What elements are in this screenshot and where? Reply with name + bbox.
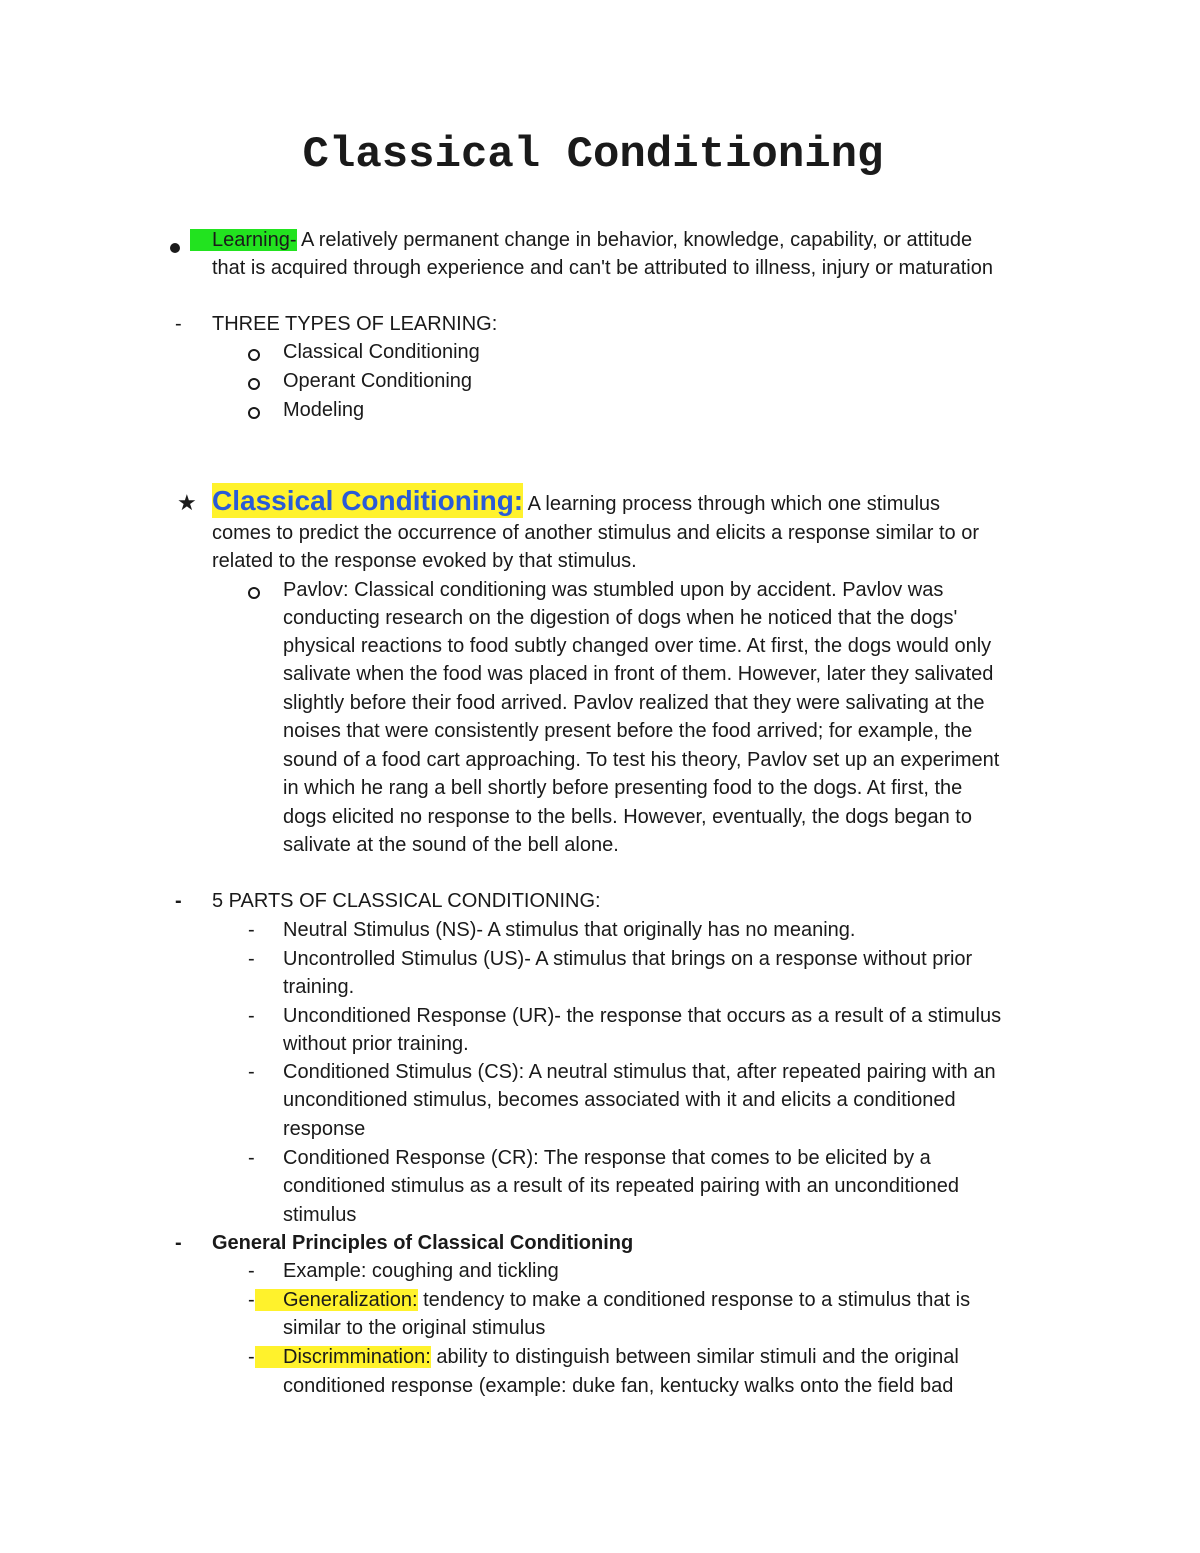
pavlov-line: noises that were consistently present before the food arrived; for example, the xyxy=(283,720,973,742)
discrimination-line2: conditioned response (example: duke fan, kentucky walks onto the field bad xyxy=(283,1375,954,1397)
type-item: Operant Conditioning xyxy=(283,370,473,392)
dash-marker: - xyxy=(248,1005,255,1027)
classical-term: Classical Conditioning: xyxy=(212,485,524,516)
circle-bullet-icon xyxy=(248,341,260,369)
part-us-line2: training. xyxy=(283,976,355,998)
pavlov-line: conducting research on the digestion of dogs when he noticed that the dogs' xyxy=(283,607,958,629)
part-cr-line3: stimulus xyxy=(283,1204,357,1226)
discrimination-line1: Discrimmination: ability to distinguish between similar stimuli and the original xyxy=(255,1343,959,1371)
part-ur-line1: Unconditioned Response (UR)- the response that occurs as a result of a stimulus xyxy=(283,1005,1002,1027)
pavlov-line: salivate at the sound of the bell alone. xyxy=(283,834,619,856)
dash-marker: - xyxy=(175,890,182,912)
pavlov-line: slightly before their food arrived. Pavlov realized that they were salivating at the xyxy=(283,692,985,714)
learning-definition-line1: Learning- A relatively permanent change in behavior, knowledge, capability, or attitude xyxy=(190,226,972,254)
part-cs-line1: Conditioned Stimulus (CS): A neutral stimulus that, after repeated pairing with an xyxy=(283,1061,996,1083)
part-us-line1: Uncontrolled Stimulus (US)- A stimulus that brings on a response without prior xyxy=(283,948,973,970)
part-cr-line2: conditioned stimulus as a result of its repeated pairing with an unconditioned xyxy=(283,1175,959,1197)
type-item: Classical Conditioning xyxy=(283,341,480,363)
dash-marker: - xyxy=(175,1232,182,1254)
part-cs-line2: unconditioned stimulus, becomes associated with it and elicits a conditioned xyxy=(283,1089,956,1111)
dash-marker: - xyxy=(248,948,255,970)
generalization-line2: similar to the original stimulus xyxy=(283,1317,546,1339)
part-cs-line3: response xyxy=(283,1118,366,1140)
principles-heading: General Principles of Classical Conditioning xyxy=(212,1232,634,1254)
dash-marker: - xyxy=(248,919,255,941)
page-title: Classical Conditioning xyxy=(302,130,884,180)
dash-marker: - xyxy=(248,1346,255,1368)
learning-definition-line2: that is acquired through experience and can't be attributed to illness, injury or maturation xyxy=(212,257,993,279)
circle-bullet-icon xyxy=(248,399,260,427)
classical-definition-line2: comes to predict the occurrence of another stimulus and elicits a response similar to or xyxy=(212,522,980,544)
dash-marker: - xyxy=(248,1061,255,1083)
circle-bullet-icon xyxy=(248,579,260,607)
classical-definition-line1: Classical Conditioning: A learning process through which one stimulus xyxy=(212,485,941,516)
dash-marker: - xyxy=(248,1260,255,1282)
generalization-term: Generalization: xyxy=(255,1289,418,1311)
part-ur-line2: without prior training. xyxy=(283,1033,469,1055)
star-icon: ★ xyxy=(177,490,197,515)
dash-marker: - xyxy=(175,313,182,335)
types-heading: THREE TYPES OF LEARNING: xyxy=(212,313,498,335)
pavlov-line: sound of a food cart approaching. To test his theory, Pavlov set up an experiment xyxy=(283,749,1000,771)
classical-definition-line3: related to the response evoked by that stimulus. xyxy=(212,550,637,572)
principles-example: Example: coughing and tickling xyxy=(283,1260,559,1282)
learning-term: Learning- xyxy=(190,229,297,251)
discrimination-term: Discrimmination: xyxy=(255,1346,431,1368)
pavlov-line: Pavlov: Classical conditioning was stumbled upon by accident. Pavlov was xyxy=(283,579,944,601)
generalization-line1: Generalization: tendency to make a conditioned response to a stimulus that is xyxy=(255,1286,970,1314)
pavlov-line: in which he rang a bell shortly before presenting food to the dogs. At first, the xyxy=(283,777,963,799)
dash-marker: - xyxy=(248,1289,255,1311)
type-item: Modeling xyxy=(283,399,365,421)
circle-bullet-icon xyxy=(248,370,260,398)
part-ns: Neutral Stimulus (NS)- A stimulus that originally has no meaning. xyxy=(283,919,856,941)
pavlov-line: physical reactions to food subtly changed over time. At first, the dogs would only xyxy=(283,635,992,657)
parts-heading: 5 PARTS OF CLASSICAL CONDITIONING: xyxy=(212,890,601,912)
pavlov-line: salivate when the food was placed in front of them. However, later they salivated xyxy=(283,663,994,685)
part-cr-line1: Conditioned Response (CR): The response that comes to be elicited by a xyxy=(283,1147,931,1169)
pavlov-line: dogs elicited no response to the bells. However, eventually, the dogs began to xyxy=(283,806,972,828)
dash-marker: - xyxy=(248,1147,255,1169)
bullet-dot-icon xyxy=(170,233,180,261)
